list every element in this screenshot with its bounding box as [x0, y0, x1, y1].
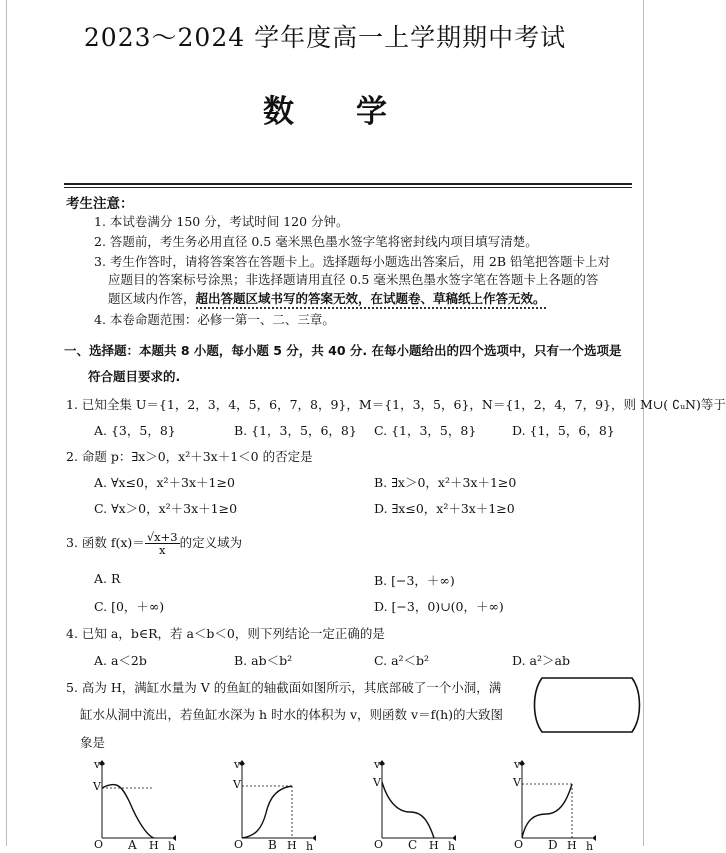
graph-c-axis-h: h: [448, 840, 456, 853]
graph-d-axis-h: h: [586, 840, 594, 853]
question-5-line-3: 象是: [80, 735, 106, 750]
question-4-stem: 4. 已知 a，b∈R，若 a＜b＜0，则下列结论一定正确的是: [66, 626, 385, 641]
graph-b-caption: B: [268, 838, 277, 852]
graph-d-caption: D: [548, 838, 558, 852]
question-3-stem: [66, 531, 242, 556]
graph-a-caption: A: [128, 838, 137, 852]
graph-a-label-v: V: [93, 780, 101, 793]
q4-option-b: B. ab＜b²: [234, 653, 293, 668]
question-5-line-2: 缸水从洞中流出，若鱼缸水深为 h 时水的体积为 v，则函数 v＝f(h)的大致图: [80, 707, 503, 722]
graph-d-label-v: V: [513, 776, 521, 789]
graph-c-origin: O: [374, 838, 384, 851]
q3-denominator: x: [158, 543, 166, 558]
question-2-stem: 2. 命题 p：∃x＞0，x²＋3x＋1＜0 的否定是: [66, 449, 313, 464]
q1-option-c: C. {1，3，5，8}: [374, 423, 477, 438]
q4-option-a: A. a＜2b: [94, 653, 147, 668]
notice-item-3-cont: 应题目的答案标号涂黑；非选择题请用直径 0.5 毫米黑色墨水签字笔在答题卡上各题的答: [108, 272, 599, 287]
question-1-stem: 1. 已知全集 U＝{1，2，3，4，5，6，7，8，9}，M＝{1，3，5，6}，N＝{1，2，4，7，9}，则 M∪( ∁ᵤN)等于: [66, 397, 726, 412]
q3-option-a: A. R: [94, 571, 121, 586]
divider-thick: [64, 183, 632, 185]
graph-c-caption: C: [408, 838, 418, 852]
graph-b-curve: [242, 786, 292, 838]
notice-title: 考生注意：: [66, 196, 134, 212]
graph-b-label-v: V: [233, 778, 241, 791]
graph-b-axis-v: v: [234, 758, 241, 771]
graph-b-origin: O: [234, 838, 244, 851]
q3-option-c: C. [0，＋∞): [94, 599, 165, 614]
section-heading: 一、选择题：本题共 8 小题，每小题 5 分，共 40 分. 在每小题给出的四个选项中，只有一个选项是: [64, 343, 622, 358]
q1-option-a: A. {3，5，8}: [94, 423, 176, 438]
graph-c: [372, 758, 462, 853]
graph-a: [92, 758, 182, 853]
q2-option-c: C. ∀x＞0，x²＋3x＋1≥0: [94, 501, 238, 516]
notice-item-2: 2. 答题前，考生务必用直径 0.5 毫米黑色墨水签字笔将密封线内项目填写清楚。: [94, 234, 538, 249]
notice-item-4: 4. 本卷命题范围：必修一第一、二、三章。: [94, 312, 335, 327]
notice-emphasis: 超出答题区域书写的答案无效，在试题卷、草稿纸上作答无效。: [196, 291, 546, 309]
q3-numerator: √x+3: [146, 530, 178, 544]
fish-tank-figure: [538, 674, 636, 736]
q3-stem-post: 的定义域为: [179, 535, 243, 551]
graph-c-label-v: V: [373, 776, 381, 789]
section-heading-cont: 符合题目要求的.: [88, 369, 181, 384]
graph-d-label-h-cap: H: [567, 839, 577, 852]
graph-a-origin: O: [94, 838, 104, 851]
q1-option-b: B. {1，3，5，6，8}: [234, 423, 357, 438]
fish-tank-outline: [535, 678, 640, 732]
graph-a-axis-h: h: [168, 840, 176, 853]
q2-option-b: B. ∃x＞0，x²＋3x＋1≥0: [374, 475, 517, 490]
graph-c-curve: [382, 782, 434, 838]
graph-b: [232, 758, 322, 853]
notice-item-1: 1. 本试卷满分 150 分，考试时间 120 分钟。: [94, 214, 349, 229]
graph-a-axis-v: v: [94, 758, 101, 771]
q4-option-c: C. a²＜b²: [374, 653, 430, 668]
graph-a-curve: [102, 784, 154, 838]
exam-title: 2023～2024 学年度高一上学期期中考试: [83, 23, 567, 52]
q4-option-d: D. a²＞ab: [512, 653, 570, 668]
notice-item-3-end: [108, 289, 546, 307]
divider-thin: [64, 187, 632, 188]
graph-c-axis-v: v: [374, 758, 381, 771]
question-5-line-1: 5. 高为 H，满缸水量为 V 的鱼缸的轴截面如图所示，其底部破了一个小洞，满: [66, 680, 502, 695]
graph-d: [512, 758, 602, 853]
graph-a-label-h-cap: H: [149, 839, 159, 852]
subject-title: 数学: [263, 94, 449, 130]
q2-option-d: D. ∃x≤0，x²＋3x＋1≥0: [374, 501, 515, 516]
q3-option-d: D. [−3，0)∪(0，＋∞): [374, 599, 504, 614]
graph-b-axis-h: h: [306, 840, 314, 853]
graph-d-axis-v: v: [514, 758, 521, 771]
graph-d-origin: O: [514, 838, 524, 851]
q2-option-a: A. ∀x≤0，x²＋3x＋1≥0: [94, 475, 235, 490]
graph-d-curve: [522, 784, 572, 838]
q3-stem-pre: 3. 函数 f(x)＝: [66, 535, 145, 551]
graph-b-label-h-cap: H: [287, 839, 297, 852]
notice-item-3: 3. 考生作答时，请将答案答在答题卡上。选择题每小题选出答案后，用 2B 铅笔把答题卡上对: [94, 254, 610, 269]
q1-option-d: D. {1，5，6，8}: [512, 423, 615, 438]
notice-item-3-tail: 题区域内作答，: [108, 291, 196, 306]
q3-option-b: B. [−3，＋∞): [374, 573, 455, 588]
graph-c-label-h-cap: H: [429, 839, 439, 852]
q3-fraction: [145, 531, 180, 556]
